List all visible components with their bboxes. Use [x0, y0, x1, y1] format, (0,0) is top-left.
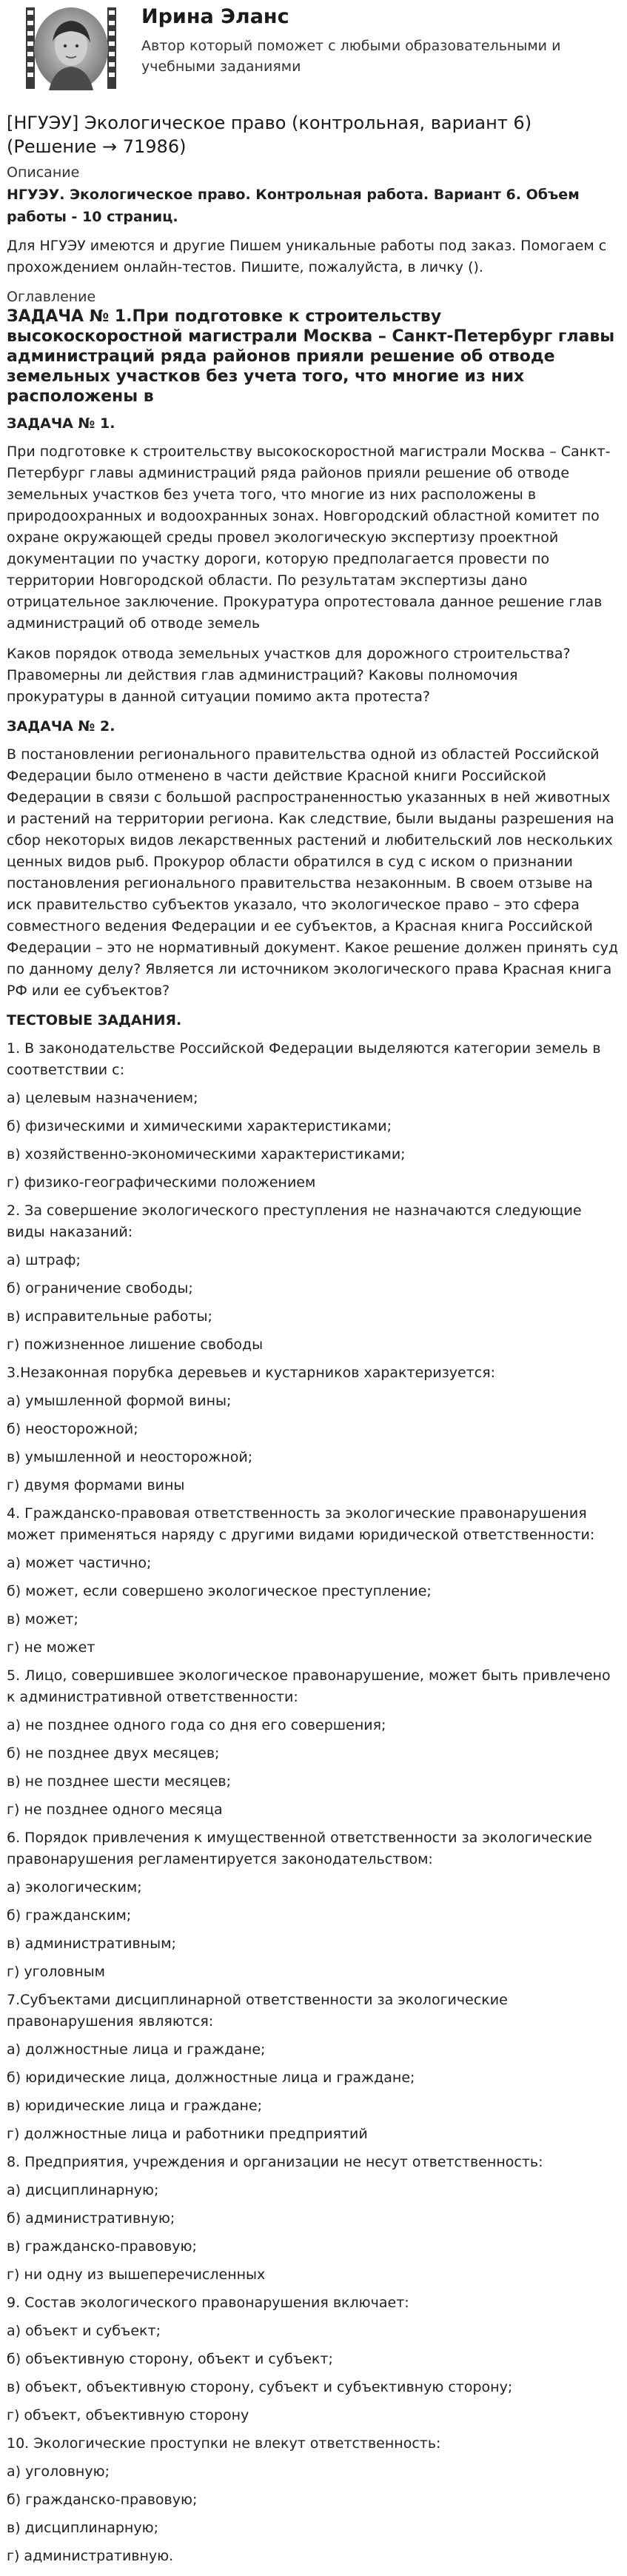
- test-answer-option: г) пожизненное лишение свободы: [7, 1336, 264, 1353]
- task1-question: Каков порядок отвода земельных участков для дорожного строительства? Правомерны ли действия глав администраций? Каковы полномочия прокуратуры в данной ситуации помимо акта протеста?: [7, 646, 571, 705]
- test-answer-option: а) уголовную;: [7, 2463, 110, 2480]
- test-answer-option: в) гражданско-правовую;: [7, 2238, 197, 2255]
- test-answer-option: а) не позднее одного года со дня его совершения;: [7, 1717, 386, 1733]
- toc-label: Оглавление: [7, 289, 96, 305]
- test-answer-option: в) не позднее шести месяцев;: [7, 1773, 232, 1790]
- description-label: Описание: [7, 164, 80, 181]
- test-answer-option: а) умышленной формой вины;: [7, 1393, 232, 1409]
- test-answer-option: б) административную;: [7, 2210, 175, 2227]
- test-question: 7.Субъектами дисциплинарной ответственности за экологические правонарушения являются:: [7, 1992, 508, 2030]
- test-question: 5. Лицо, совершившее экологическое правонарушение, может быть привлечено к административной ответственности:: [7, 1667, 611, 1705]
- test-question: 3.Незаконная порубка деревьев и кустарников характеризуется:: [7, 1365, 496, 1381]
- author-name[interactable]: Ирина Эланс: [141, 5, 289, 28]
- test-answer-option: в) умышленной и неосторожной;: [7, 1449, 253, 1465]
- test-answer-option: б) объективную сторону, объект и субъект;: [7, 2351, 333, 2367]
- test-answer-option: а) может частично;: [7, 1555, 152, 1571]
- test-answer-option: а) экологическим;: [7, 1879, 142, 1896]
- test-answer-option: а) целевым назначением;: [7, 1090, 198, 1106]
- test-answer-option: а) должностные лица и граждане;: [7, 2041, 266, 2058]
- task1-text: При подготовке к строительству высокоскоростной магистрали Москва – Санкт-Петербург главы администраций ряда районов прияли решение об отводе земельных участков без учета того, что многие из них расположены в природоохранных и водоохранных зонах. Новгородский областной комитет по охране окружающей среды провел экологическую экспертизу проектной документации по участку дороги, которую предполагается провести по территории Новгородской области. По результатам экспертизы дано отрицательное заключение. Прокуратура опротестовала данное решение глав администраций об отводе земель: [7, 444, 611, 632]
- work-title: [НГУЭУ] Экологическое право (контрольная, вариант 6) (Решение → 71986): [7, 113, 532, 157]
- test-answer-option: г) уголовным: [7, 1964, 106, 1980]
- test-answer-option: г) не может: [7, 1639, 95, 1656]
- test-answer-option: в) может;: [7, 1611, 78, 1627]
- test-question: 2. За совершение экологического преступления не назначаются следующие виды наказаний:: [7, 1202, 582, 1240]
- test-answer-option: г) не позднее одного месяца: [7, 1801, 223, 1818]
- test-answer-option: г) ни одну из вышеперечисленных: [7, 2266, 266, 2283]
- description-summary: НГУЭУ. Экологическое право. Контрольная работа. Вариант 6. Объем работы - 10 страниц.: [7, 187, 580, 225]
- test-answer-option: в) административным;: [7, 1936, 176, 1952]
- task1-heading: ЗАДАЧА № 1.: [7, 415, 115, 432]
- test-answer-option: в) дисциплинарную;: [7, 2520, 158, 2536]
- task2-heading: ЗАДАЧА № 2.: [7, 718, 115, 735]
- test-answer-option: в) хозяйственно-экономическими характеристиками;: [7, 1146, 406, 1162]
- tests-heading: ТЕСТОВЫЕ ЗАДАНИЯ.: [7, 1012, 182, 1028]
- test-answer-option: г) двумя формами вины: [7, 1477, 185, 1493]
- test-answer-option: в) объект, объективную сторону, субъект и субъективную сторону;: [7, 2379, 513, 2395]
- test-answer-option: г) объект, объективную сторону: [7, 2407, 249, 2423]
- test-answer-option: г) должностные лица и работники предприятий: [7, 2126, 368, 2142]
- test-answer-option: а) штраф;: [7, 1252, 81, 1268]
- test-answer-option: б) неосторожной;: [7, 1421, 138, 1437]
- test-answer-option: б) юридические лица, должностные лица и граждане;: [7, 2070, 415, 2086]
- test-answer-option: а) дисциплинарную;: [7, 2182, 159, 2198]
- author-description: Автор который поможет с любыми образовательными и учебными заданиями: [141, 38, 561, 75]
- test-answer-option: б) ограничение свободы;: [7, 1280, 193, 1297]
- test-question: 1. В законодательстве Российской Федерации выделяются категории земель в соответствии с:: [7, 1040, 601, 1078]
- test-question: 8. Предприятия, учреждения и организации не несут ответственность:: [7, 2154, 543, 2170]
- description-text: Для НГУЭУ имеются и другие Пишем уникальные работы под заказ. Помогаем с прохождением онлайн-тестов. Пишите, пожалуйста, в личку ().: [7, 238, 607, 275]
- toc-title: ЗАДАЧА № 1.При подготовке к строительству высокоскоростной магистрали Москва – Санкт-Петербург главы администраций ряда районов прияли решение об отводе земельных участков без учета того, что многие из них расположены в: [7, 307, 615, 406]
- test-answer-option: б) не позднее двух месяцев;: [7, 1745, 220, 1762]
- test-question: 10. Экологические проступки не влекут ответственность:: [7, 2435, 441, 2452]
- author-avatar[interactable]: [16, 3, 127, 93]
- test-answer-option: б) гражданским;: [7, 1907, 132, 1924]
- tests-list: [7, 1038, 618, 2567]
- test-answer-option: а) объект и субъект;: [7, 2323, 161, 2339]
- test-question: 6. Порядок привлечения к имущественной ответственности за экологические правонарушения регламентируется законодательством:: [7, 1830, 592, 1867]
- test-question: 4. Гражданско-правовая ответственность за экологические правонарушения может применяться наряду с другими видами юридической ответственности:: [7, 1505, 595, 1543]
- test-answer-option: г) физико-географическими положением: [7, 1174, 316, 1191]
- test-answer-option: в) юридические лица и граждане;: [7, 2098, 263, 2114]
- test-answer-option: г) административную.: [7, 2548, 174, 2564]
- author-card: [7, 0, 618, 98]
- test-answer-option: б) может, если совершено экологическое преступление;: [7, 1583, 432, 1599]
- task2-text: В постановлении регионального правительства одной из областей Российской Федерации было отменено в части действие Красной книги Российской Федерации в связи с большой распространенностью указанных в ней животных и растений на территории региона. Как следствие, были выданы разрешения на сбор некоторых видов лекарственных растений и любительский лов нескольких ценных видов рыб. Прокурор области обратился в суд с иском о признании постановления регионального правительства незаконным. В своем отзыве на иск правительство субъектов указало, что экологическое право – это сфера совместного ведения Федерации и ее субъектов, а Красная книга Российской Федерации – это не нормативный документ. Какое решение должен принять суд по данному делу? Является ли источником экологического права Красная книга РФ или ее субъектов?: [7, 746, 618, 999]
- test-answer-option: б) физическими и химическими характеристиками;: [7, 1118, 392, 1134]
- test-answer-option: в) исправительные работы;: [7, 1308, 212, 1325]
- test-answer-option: б) гражданско-правовую;: [7, 2492, 198, 2508]
- test-question: 9. Состав экологического правонарушения включает:: [7, 2295, 409, 2311]
